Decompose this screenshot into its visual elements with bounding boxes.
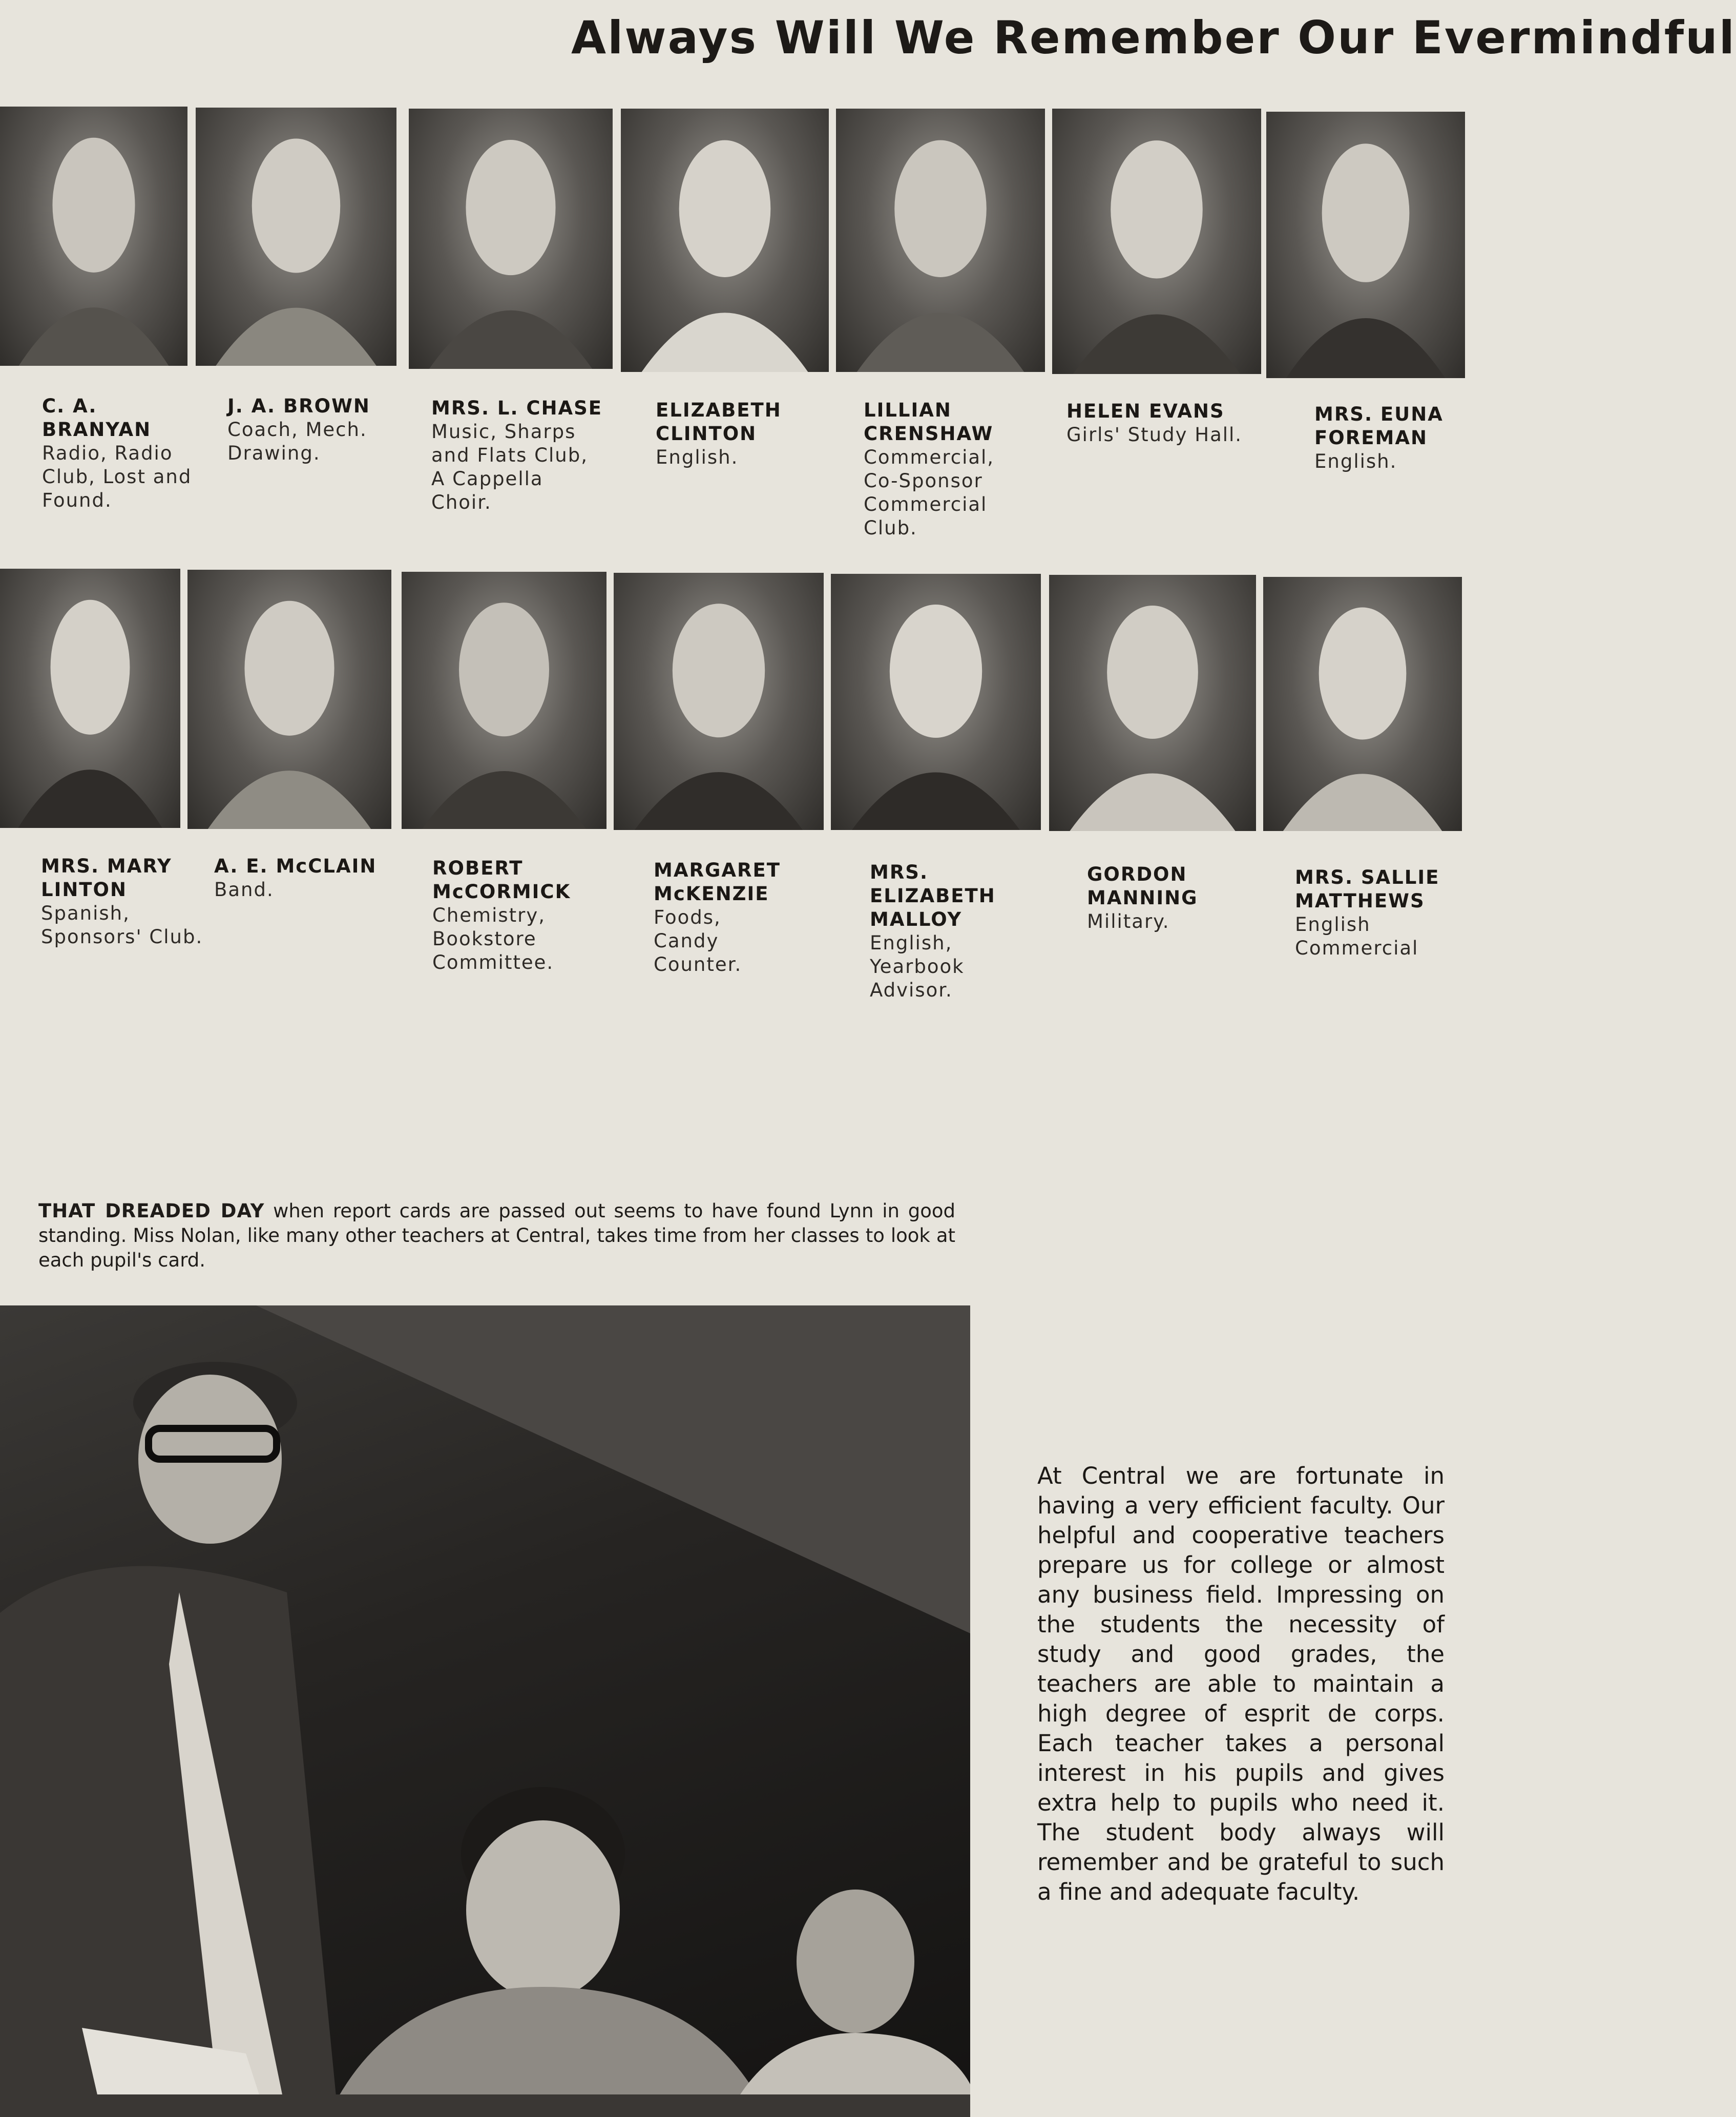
photo-caption — [38, 1199, 955, 1273]
teacher-role: Girls' Study Hall. — [1066, 424, 1243, 446]
teacher-role: Foods, Candy Counter. — [654, 906, 742, 976]
teacher-caption-mcclain — [214, 855, 399, 902]
teacher-role: English, Yearbook Advisor. — [870, 932, 965, 1001]
portrait-linton — [0, 569, 180, 828]
portrait-mccormick — [402, 572, 606, 829]
portrait-matthews — [1263, 577, 1462, 831]
teacher-name: MRS. L. CHASE — [431, 397, 603, 419]
portrait-manning — [1049, 575, 1256, 831]
teacher-role: Commercial, Co-Sponsor Commercial Club. — [864, 446, 995, 539]
teacher-name: MRS. SALLIE MATTHEWS — [1295, 866, 1440, 912]
page-title: Always Will We Remember Our Evermindful — [571, 11, 1736, 64]
teacher-name: MARGARET McKENZIE — [654, 859, 781, 905]
teacher-name: C. A. BRANYAN — [42, 395, 152, 441]
teacher-name: MRS. EUNA FOREMAN — [1314, 403, 1444, 449]
portrait-malloy — [831, 574, 1041, 830]
teacher-caption-crenshaw — [864, 399, 1033, 540]
portrait-foreman — [1266, 112, 1465, 378]
portrait-crenshaw — [836, 109, 1045, 372]
portrait-evans — [1052, 109, 1261, 374]
teacher-caption-linton — [41, 855, 215, 949]
teacher-role: Chemistry, Bookstore Committee. — [432, 904, 554, 973]
teacher-caption-mccormick — [432, 857, 606, 974]
teacher-caption-clinton — [656, 399, 825, 469]
portrait-clinton — [621, 109, 829, 372]
faculty-paragraph: At Central we are fortunate in having a very efficient faculty. Our helpful and cooperative teachers prepare us for college or almost any business field. Impressing on the students the necessity of study and good grades, the teachers are able to maintain a high degree of esprit de corps. Each teacher takes a personal interest in his pupils and gives extra help to pupils who need it. The student body always will remember and be grateful to such a fine and adequate faculty. — [1037, 1462, 1445, 1905]
teacher-caption-mckenzie — [654, 859, 818, 977]
teacher-caption-matthews — [1295, 866, 1479, 960]
teacher-name: A. E. McCLAIN — [214, 855, 377, 877]
teacher-role: Band. — [214, 879, 274, 901]
teacher-name: ELIZABETH CLINTON — [656, 399, 782, 445]
teacher-role: Coach, Mech. Drawing. — [227, 419, 367, 464]
portrait-mckenzie — [614, 573, 824, 830]
teacher-caption-branyan — [42, 395, 211, 512]
teacher-caption-foreman — [1314, 403, 1499, 473]
portrait-brown — [196, 108, 396, 366]
teacher-name: GORDON MANNING — [1087, 863, 1198, 909]
teacher-role: Music, Sharps and Flats Club, A Cappella Choir. — [431, 421, 588, 513]
teacher-name: J. A. BROWN — [227, 395, 370, 417]
teacher-role: Spanish, Sponsors' Club. — [41, 902, 203, 948]
teacher-role: Military. — [1087, 910, 1170, 932]
teacher-role: English Commercial — [1295, 914, 1419, 959]
teacher-name: MRS. MARY LINTON — [41, 855, 172, 901]
teacher-caption-malloy — [870, 861, 1034, 1002]
teacher-role: English. — [1314, 450, 1397, 472]
teacher-caption-brown — [227, 395, 396, 465]
teacher-name: ROBERT McCORMICK — [432, 857, 571, 903]
teacher-name: MRS. ELIZABETH MALLOY — [870, 861, 996, 930]
portrait-branyan — [0, 107, 187, 366]
photo-caption-lead: THAT DREADED DAY — [38, 1200, 265, 1222]
teacher-role: Radio, Radio Club, Lost and Found. — [42, 442, 192, 511]
portrait-chase — [409, 109, 613, 369]
photo-caption-text: when report cards are passed out seems to have found Lynn in good standing. Miss Nolan, like many other teachers at Central, takes time from her classes to look at each pupil's card. — [38, 1200, 956, 1271]
teacher-caption-chase — [431, 397, 605, 514]
teacher-role: English. — [656, 446, 739, 468]
teacher-name: LILLIAN CRENSHAW — [864, 399, 994, 445]
portrait-mcclain — [187, 570, 391, 829]
teacher-name: HELEN EVANS — [1066, 400, 1225, 422]
teacher-caption-evans — [1066, 400, 1261, 447]
teacher-caption-manning — [1087, 863, 1251, 933]
classroom-photo — [0, 1305, 970, 2117]
